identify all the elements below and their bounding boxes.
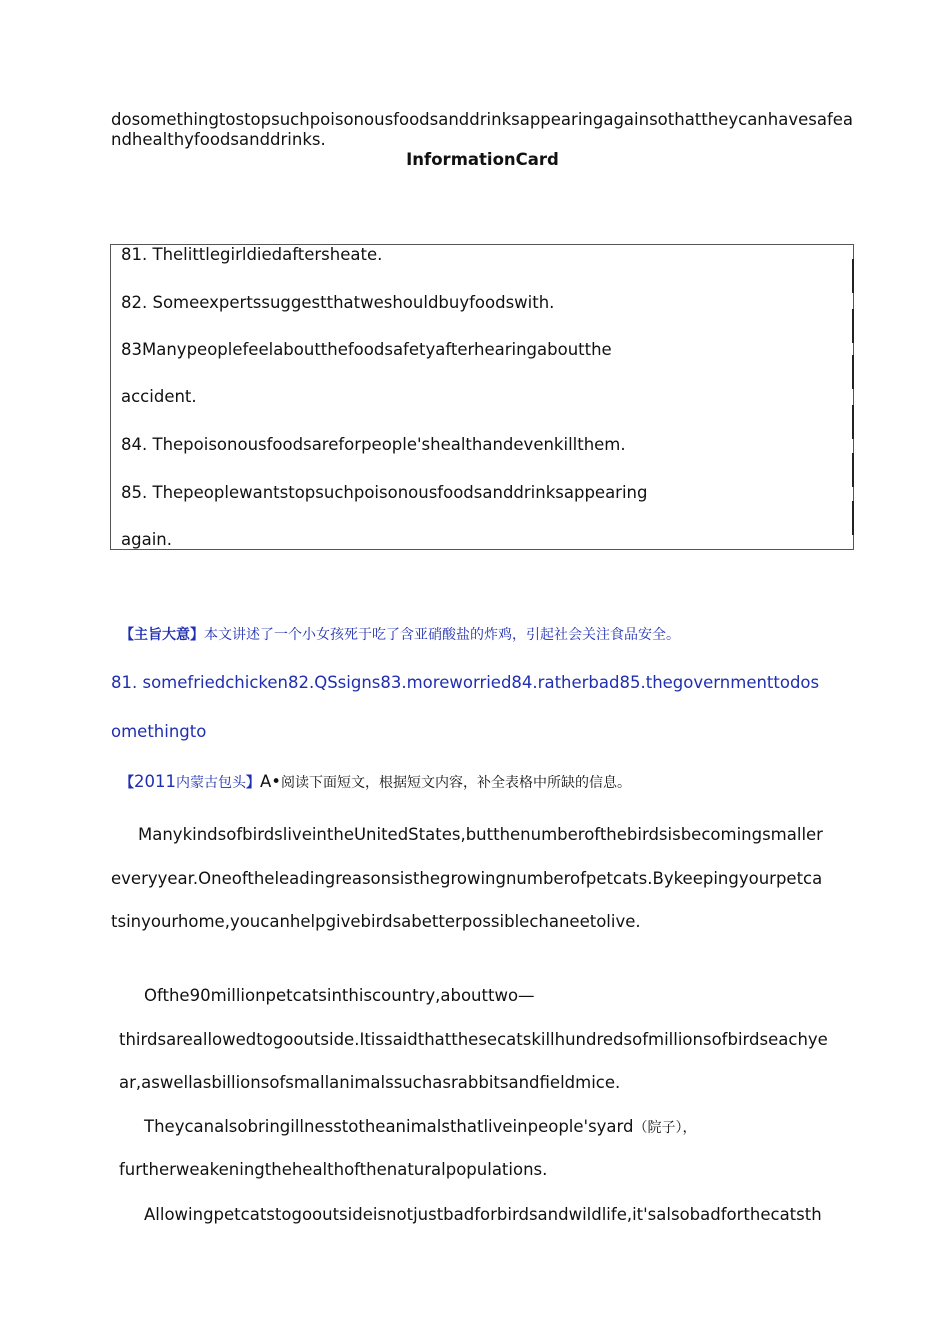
box-edge-mark (852, 355, 854, 389)
summary-text: 本文讲述了一个小女孩死于吃了含亚硝酸盐的炸鸡，引起社会关注食品安全。 (204, 627, 680, 643)
passage-p4-line1: Allowingpetcatstogooutsideisnotjustbadforbirdsandwildlife,it'salsobadforthecatsth (144, 1205, 822, 1224)
answers-line-2: omethingto (111, 722, 207, 741)
summary-bracket-open: 【 (120, 627, 134, 643)
section-year: 2011 (134, 772, 176, 791)
section-bracket-open: 【 (120, 775, 134, 791)
passage-p3-note: （院子）， (633, 1120, 697, 1136)
card-row-83-cont: accident. (121, 387, 197, 406)
card-row-85: 85. Thepeoplewantstopsuchpoisonousfoodsanddrinksappearing (121, 483, 648, 502)
passage-p3-text: Theycanalsobringillnesstotheanimalsthatliveinpeople'syard (144, 1117, 634, 1136)
answers-line-1: 81. somefriedchicken82.QSsigns83.moreworried84.ratherbad85.thegovernmenttodos (111, 673, 820, 692)
section-part: A (260, 772, 272, 791)
section-bullet: • (271, 772, 282, 791)
passage-p1-line2: everyyear.Oneoftheleadingreasonsisthegrowingnumberofpetcats.Bykeepingyourpetca (111, 869, 823, 888)
card-row-85-cont: again. (121, 530, 172, 549)
passage-p3-line1 (144, 1117, 697, 1138)
card-row-83: 83Manypeoplefeelaboutthefoodsafetyafterhearingaboutthe (121, 340, 612, 359)
box-edge-mark (852, 309, 854, 343)
information-card-title: InformationCard (406, 150, 559, 169)
summary-line (120, 624, 680, 645)
box-edge-mark (852, 501, 854, 535)
passage-p2-line1: Ofthe90millionpetcatsinthiscountry,abouttwo— (144, 986, 535, 1005)
passage-p3-line2: furtherweakeningthehealthofthenaturalpopulations. (119, 1160, 548, 1179)
card-row-81: 81. Thelittlegirldiedaftersheate. (121, 245, 383, 264)
section-bracket-close: 】 (246, 775, 260, 791)
passage-p1-line3: tsinyourhome,youcanhelpgivebirdsabetterpossiblechaneetolive. (111, 912, 641, 931)
summary-label: 主旨大意 (134, 627, 190, 643)
summary-bracket-close: 】 (190, 627, 204, 643)
card-row-82: 82. Someexpertssuggestthatweshouldbuyfoodswith. (121, 293, 555, 312)
section-instruction: 阅读下面短文，根据短文内容，补全表格中所缺的信息。 (281, 775, 632, 791)
information-card-box (110, 244, 854, 550)
box-edge-mark (852, 259, 854, 293)
intro-text: dosomethingtostopsuchpoisonousfoodsanddrinksappearingagainsothattheycanhavesafeandhealthyfoodsanddrinks. (111, 110, 854, 149)
box-edge-mark (852, 453, 854, 487)
section-region: 内蒙古包头 (176, 775, 246, 791)
card-row-84: 84. Thepoisonousfoodsareforpeople'shealthandevenkillthem. (121, 435, 626, 454)
passage-p2-line3: ar,aswellasbillionsofsmallanimalssuchasrabbitsandfieldmice. (119, 1073, 621, 1092)
box-edge-mark (852, 405, 854, 439)
section-heading (120, 772, 631, 793)
passage-p1-line1: ManykindsofbirdsliveintheUnitedStates,butthenumberofthebirdsisbecomingsmaller (138, 825, 823, 844)
passage-p2-line2: thirdsareallowedtogooutside.Itissaidthatthesecatskillhundredsofmillionsofbirdseachye (119, 1030, 828, 1049)
